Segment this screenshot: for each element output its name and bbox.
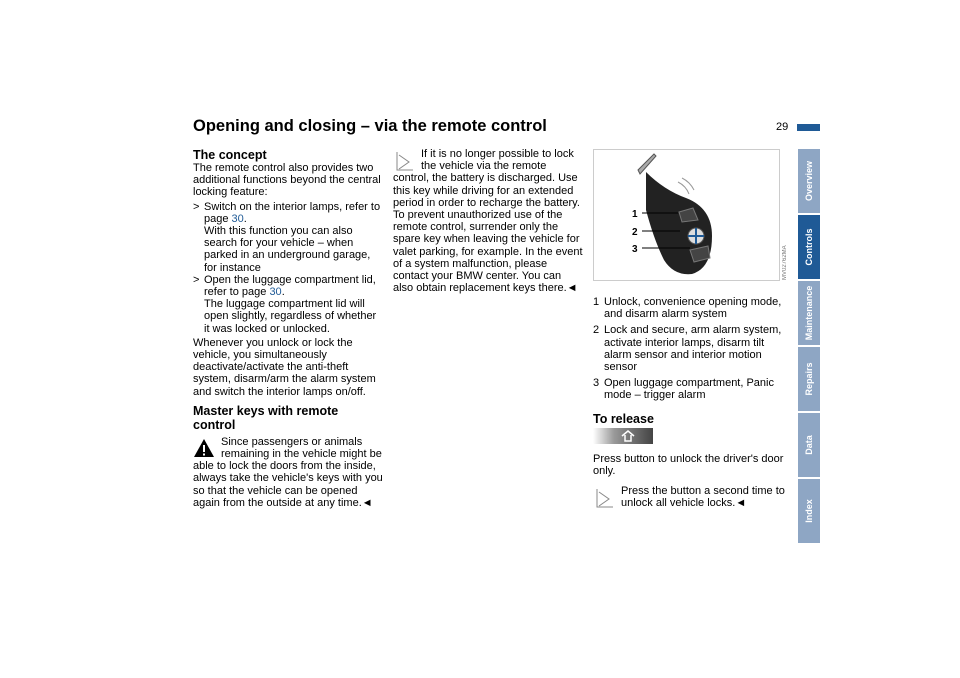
bullet-marker: > (193, 200, 200, 213)
callout-3: 3 (632, 244, 638, 255)
concept-heading: The concept (193, 148, 267, 162)
release-text: Press button to unlock the driver's door only. (593, 452, 784, 478)
item-number: 2 (593, 324, 600, 337)
bullet-marker: > (193, 273, 200, 286)
release-note: Press the button a second time to unlock all vehicle locks.◄ (621, 485, 785, 510)
bullet-interior-lamps (193, 201, 383, 274)
tab-data[interactable]: Data (798, 413, 820, 477)
list-item (593, 377, 785, 401)
page-link[interactable]: 30 (231, 212, 244, 225)
tab-overview[interactable]: Overview (798, 149, 820, 213)
master-keys-text: Since passengers or animals remaining in the vehicle might be able to lock the doors from the inside, always take the vehicle's keys with you so that the vehicle can be opened again from the outside at any time.◄ (193, 435, 383, 509)
item-number: 3 (593, 377, 600, 390)
bullet-detail: The luggage compartment lid will open slightly, regardless of whether it was locked or unlocked. (204, 298, 377, 335)
page-number: 29 (776, 121, 789, 133)
item-number: 1 (593, 296, 600, 308)
item-text: Open luggage compartment, Panic mode – trigger alarm (604, 377, 774, 402)
section-tabs (798, 149, 820, 545)
item-text: Lock and secure, arm alarm system, activate interior lamps, disarm tilt alarm sensor and interior motion sensor (604, 324, 782, 374)
callout-2: 2 (632, 227, 638, 238)
remote-key-illustration (594, 150, 779, 280)
bullet-text: Switch on the interior lamps, refer to page (204, 200, 381, 225)
bullet-detail: With this function you can also search for your vehicle – when parked in an underground garage, for instance (204, 225, 371, 274)
column-1 (193, 148, 383, 509)
page-link[interactable]: 30 (269, 286, 282, 299)
battery-note: If it is no longer possible to lock the vehicle via the remote control, the battery is discharged. Use this key while driving for an extended period in order to recharge the battery. To prevent unauthorized use of the remote control, surrender only the spare key when leaving the vehicle for valet parking, for example. In the event of a system malfunction, please contact your BMW center. You can also obtain replacement keys there.◄ (393, 148, 583, 295)
list-item (593, 324, 785, 373)
release-heading: To release (593, 411, 654, 426)
column-3 (593, 296, 785, 510)
tab-index[interactable]: Index (798, 479, 820, 543)
bullet-text-end: . (243, 212, 247, 225)
list-item (593, 296, 785, 320)
figure-code: MV02762MA (782, 245, 788, 280)
note-icon (593, 487, 615, 509)
master-keys-heading: Master keys with remote control (193, 403, 339, 432)
page-marker (797, 124, 820, 131)
page-title: Opening and closing – via the remote control (193, 117, 547, 135)
house-icon (621, 430, 635, 442)
tab-repairs[interactable]: Repairs (798, 347, 820, 411)
concept-intro: The remote control also provides two additional functions beyond the central locking feature: (193, 162, 381, 199)
item-text: Unlock, convenience opening mode, and disarm alarm system (604, 296, 782, 321)
unlock-button-icon (593, 428, 653, 444)
anti-theft-paragraph: Whenever you unlock or lock the vehicle, you simultaneously deactivate/activate the anti-theft system, disarm/arm the alarm system and switch the interior lamps on/off. (193, 336, 376, 398)
bullet-luggage-lid (193, 274, 383, 335)
callout-1: 1 (632, 209, 638, 220)
note-icon (393, 150, 415, 172)
bullet-text-end: . (281, 286, 285, 299)
tab-controls[interactable]: Controls (798, 215, 820, 279)
tab-maintenance[interactable]: Maintenance (798, 281, 820, 345)
column-2 (393, 148, 583, 294)
remote-key-figure (593, 149, 780, 281)
warning-icon (193, 438, 215, 458)
bullet-text: Open the luggage compartment lid, refer to page (204, 273, 376, 299)
